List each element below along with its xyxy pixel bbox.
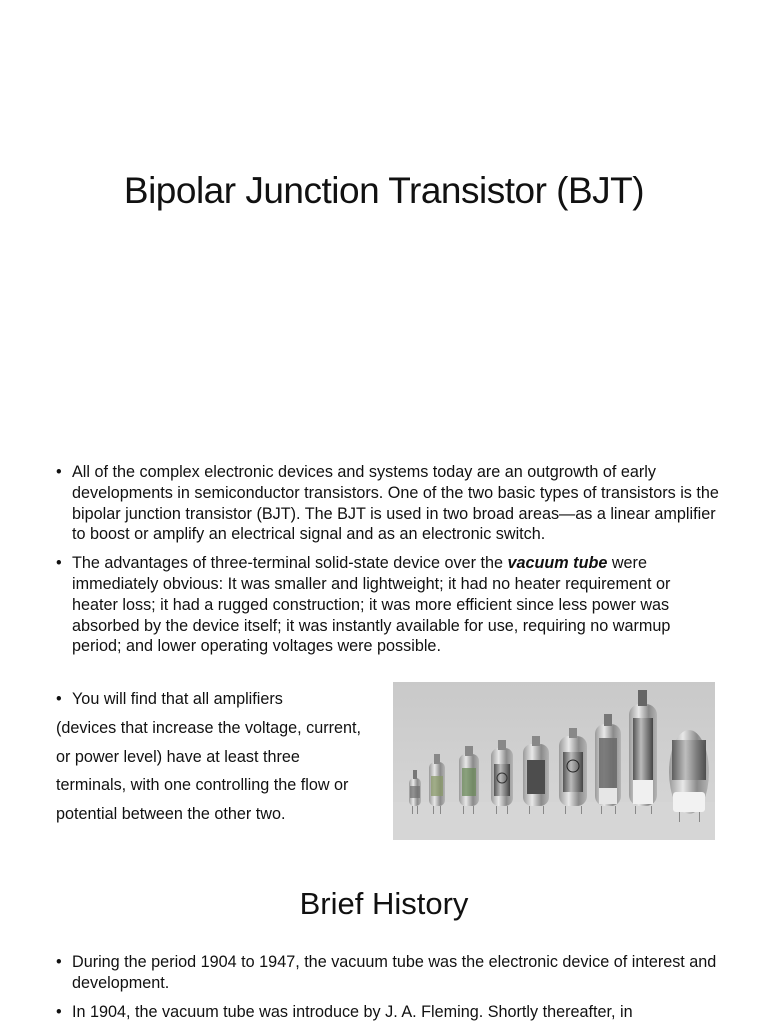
bullet-text-after: were immediately obvious: It was smaller and lightweight; it had no heater requirement or heater loss; it had a rugged construction; it was more efficient since less power was absorbed by the device itself; it was instantly available for use, requiring no warmup period; and lower operating voltages were possible. <box>72 554 671 656</box>
tube-7 <box>595 714 621 806</box>
vacuum-tubes-illustration <box>393 682 715 840</box>
amplifier-line: or power level) have at least three <box>56 747 300 766</box>
list-item <box>56 952 720 994</box>
bullet-icon: • <box>56 463 62 481</box>
bullet-icon: • <box>56 953 62 971</box>
intro-bullet-list <box>56 462 720 665</box>
section-title: Brief History <box>299 886 469 921</box>
bullet-icon: • <box>56 554 62 573</box>
bullet-icon: • <box>56 1002 62 1021</box>
tube-8 <box>629 690 657 806</box>
bullet-text-before: The advantages of three-terminal solid-state device over the <box>72 554 508 573</box>
bullet-text: All of the complex electronic devices and systems today are an outgrowth of early developments in semiconductor transistors. One of the two basic types of transistors is the bipolar junction transistor (BJT). The BJT is used in two broad areas—as a linear amplifier to boost or amplify an electrical signal and as an electronic switch. <box>72 463 719 544</box>
list-item <box>56 553 720 657</box>
vacuum-tubes-photo <box>393 682 715 840</box>
list-item <box>56 462 720 545</box>
amplifier-paragraph <box>56 685 396 829</box>
amplifier-line: terminals, with one controlling the flow or <box>56 776 349 795</box>
tube-5 <box>523 736 549 806</box>
bullet-icon: • <box>56 690 62 708</box>
bullet-text: In 1904, the vacuum tube was introduce by J. A. Fleming. Shortly thereafter, in <box>72 1002 633 1021</box>
tube-9 <box>669 730 709 814</box>
bullet-text: During the period 1904 to 1947, the vacuum tube was the electronic device of interest and development. <box>72 953 717 992</box>
tube-6 <box>559 728 587 806</box>
amplifier-line: (devices that increase the voltage, current, <box>56 718 362 737</box>
tube-4 <box>491 740 513 806</box>
amplifier-line-text: You will find that all amplifiers <box>72 690 283 708</box>
slide-title: Bipolar Junction Transistor (BJT) <box>123 170 645 211</box>
amplifier-line <box>56 685 396 714</box>
vacuum-tube-emphasis: vacuum tube <box>507 554 608 573</box>
history-bullet-list <box>56 952 720 1024</box>
amplifier-line: potential between the other two. <box>56 805 286 824</box>
list-item <box>56 1002 720 1023</box>
